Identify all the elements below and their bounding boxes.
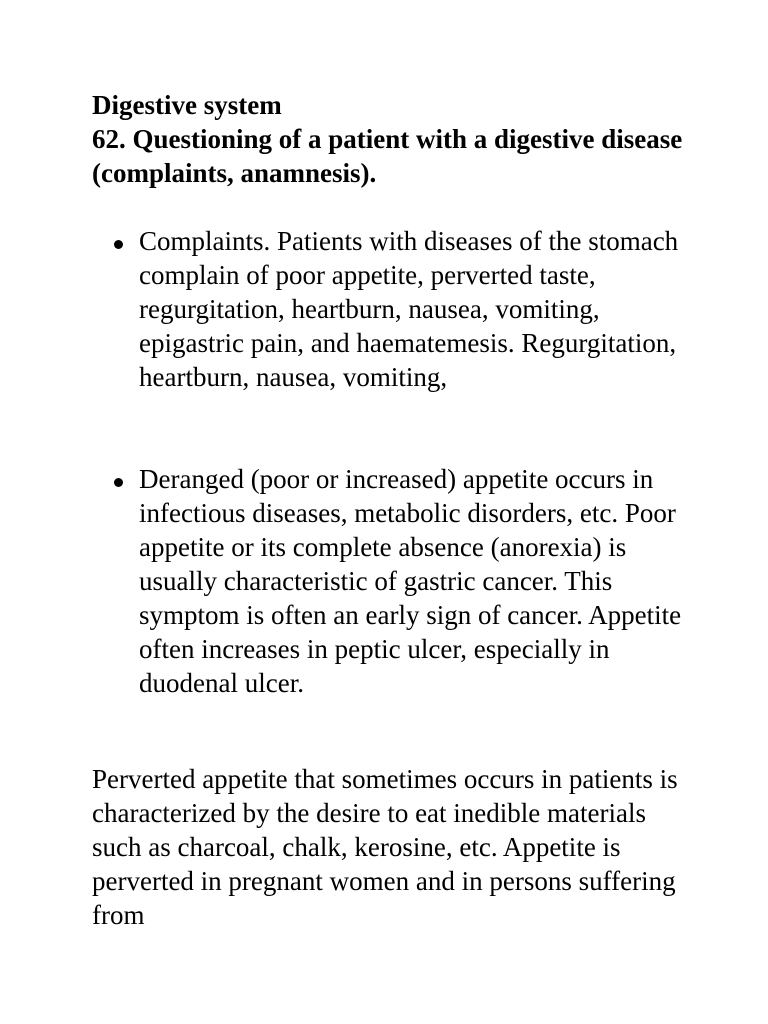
bullet-item-appetite [92, 462, 692, 700]
bullet-text: Complaints. Patients with diseases of the stomach complain of poor appetite, perverted taste, regurgitation, heartburn, nausea, vomiting, epigastric pain, and haematemesis. Regurgitation, heartburn, nausea, vomiting, [139, 226, 679, 392]
question-title: 62. Questioning of a patient with a digestive disease (complaints, anamnesis). [92, 124, 683, 188]
bullet-text: Deranged (poor or increased) appetite occurs in infectious diseases, metabolic disorders, etc. Poor appetite or its complete absence (anorexia) is usually characteristic of gastric cancer. This symptom is often an early sign of cancer. Appetite often increases in peptic ulcer, especially in duodenal ulcer. [139, 464, 682, 698]
bullet-item-complaints [92, 224, 692, 394]
body-paragraph: Perverted appetite that sometimes occurs in patients is characterized by the desire to eat inedible materials such as charcoal, chalk, kerosine, etc. Appetite is perverted in pregnant women and in persons suffering from [92, 764, 678, 930]
bullet-dot-icon [114, 478, 123, 487]
bullet-list [92, 224, 692, 700]
bullet-dot-icon [114, 240, 123, 249]
section-title: Digestive system [92, 90, 282, 120]
document-body [92, 88, 692, 700]
